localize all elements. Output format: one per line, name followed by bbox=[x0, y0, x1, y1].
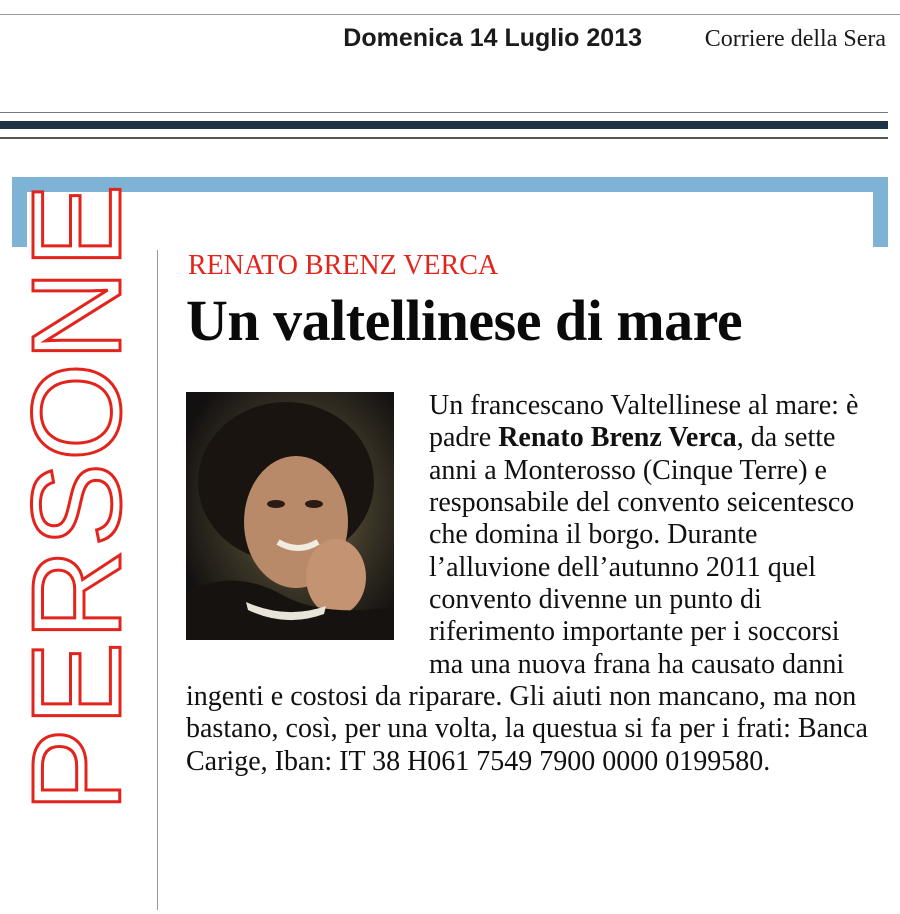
header-rule-thin-lower bbox=[0, 137, 888, 139]
article-body bbox=[186, 390, 876, 778]
article-body-name: Renato Brenz Verca bbox=[498, 422, 737, 454]
article-body-rest: , da sette anni a Monterosso (Cinque Terre) e responsabile del convento seicentesco che domina il borgo. Durante l’alluvione dell’autunno 2011 quel convento divenne un punto di riferimento importante per i soccorsi ma una nuova frana ha causato danni ingenti e costosi da riparare. Gli aiuti non mancano, ma non bastano, così, per una volta, la questua si fa per i frati: Banca Carige, Iban: IT 38 H061 7549 7900 0000 0199580. bbox=[186, 422, 868, 777]
article-kicker: RENATO BRENZ VERCA bbox=[188, 250, 499, 281]
section-frame-right bbox=[873, 177, 888, 247]
column-divider bbox=[157, 250, 158, 910]
article-headline: Un valtellinese di mare bbox=[186, 288, 743, 353]
article-body-intro: Un francescano Valtellinese al mare: è padre bbox=[429, 390, 859, 454]
photo-spacer bbox=[186, 390, 429, 680]
header-rule-band bbox=[0, 121, 888, 129]
masthead-paper-name: Corriere della Sera bbox=[704, 26, 886, 52]
masthead-date: Domenica 14 Luglio 2013 bbox=[343, 24, 642, 52]
top-rule bbox=[0, 14, 900, 15]
section-label: PERSONE bbox=[6, 181, 147, 813]
header-rule-thin bbox=[0, 112, 888, 113]
